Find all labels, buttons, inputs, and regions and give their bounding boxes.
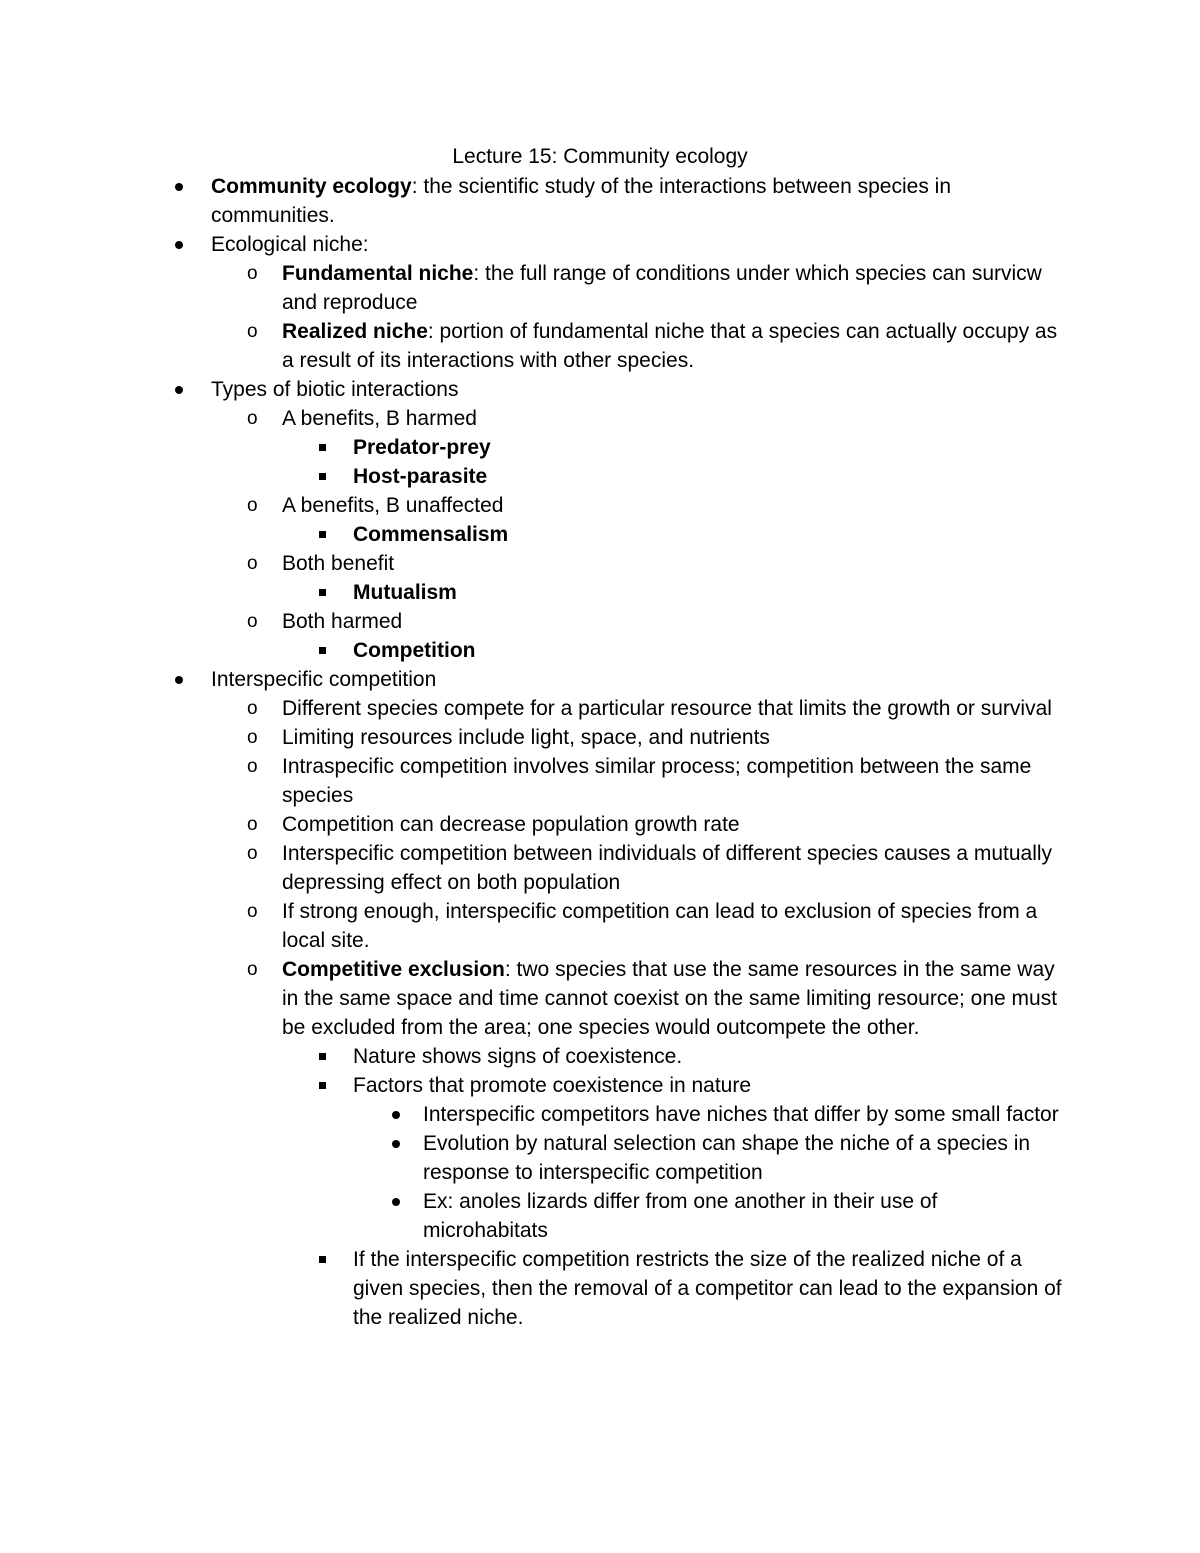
list-item [0,578,1200,607]
list-item [0,810,1200,839]
item-factors-coexistence: Factors that promote coexistence in nature [353,1074,752,1097]
definition-fundamental-niche: : the full range of conditions under which species can survicw and reproduce [282,262,1042,314]
item-niches-differ: Interspecific competitors have niches that differ by some small factor [423,1103,1059,1126]
list-item [0,897,1200,955]
list-item [0,607,1200,636]
item-predator-prey: Predator-prey [353,436,491,459]
list-item [0,1100,1200,1129]
list-item [0,955,1200,1042]
list-item [0,433,1200,462]
list-item [0,636,1200,665]
list-item [0,491,1200,520]
item-limiting-resources: Limiting resources include light, space, and nutrients [282,726,770,749]
page-title: Lecture 15: Community ecology [452,145,748,168]
list-item [0,1245,1200,1332]
bullet-circle-icon: o [247,901,258,922]
term-competitive-exclusion: Competitive exclusion [282,958,505,981]
bullet-square-icon [319,1042,326,1071]
bullet-square-icon [319,1245,326,1274]
list-item [0,520,1200,549]
item-realized-niche-expansion: If the interspecific competition restricts the size of the realized niche of a given species, then the removal of a competitor can lead to the expansion of the realized niche. [353,1248,1062,1329]
bullet-square-icon [319,1071,326,1100]
list-item [0,723,1200,752]
term-community-ecology: Community ecology [211,175,412,198]
bullet-circle-icon: o [247,611,258,632]
bullet-square-icon [319,462,326,491]
list-item [0,1129,1200,1187]
bullet-square-icon [319,520,326,549]
list-item [0,375,1200,404]
item-a-benefits-b-harmed: A benefits, B harmed [282,407,477,430]
item-both-harmed: Both harmed [282,610,403,633]
list-item [0,230,1200,259]
list-item [0,259,1200,317]
item-competition: Competition [353,639,476,662]
bullet-disc-icon [175,172,183,201]
list-item [0,752,1200,810]
bullet-square-icon [319,636,326,665]
bullet-disc-icon [392,1129,400,1158]
bullet-circle-icon: o [247,553,258,574]
item-different-species: Different species compete for a particular resource that limits the growth or survival [282,697,1052,720]
bullet-disc-icon [392,1187,400,1216]
bullet-disc-icon [175,230,183,259]
bullet-circle-icon: o [247,495,258,516]
list-item [0,665,1200,694]
item-ecological-niche: Ecological niche: [211,233,369,256]
list-item [0,1042,1200,1071]
definition-community-ecology: : the scientific study of the interactions between species in communities. [211,175,951,227]
list-item [0,462,1200,491]
term-fundamental-niche: Fundamental niche [282,262,474,285]
list-item [0,172,1200,230]
bullet-square-icon [319,433,326,462]
bullet-circle-icon: o [247,756,258,777]
item-biotic-interactions: Types of biotic interactions [211,378,459,401]
list-item [0,1187,1200,1245]
bullet-circle-icon: o [247,698,258,719]
list-item [0,317,1200,375]
bullet-disc-icon [392,1100,400,1129]
item-interspecific-competition: Interspecific competition [211,668,437,691]
item-growth-rate: Competition can decrease population growth rate [282,813,740,836]
bullet-circle-icon: o [247,321,258,342]
bullet-disc-icon [175,665,183,694]
bullet-circle-icon: o [247,263,258,284]
bullet-circle-icon: o [247,814,258,835]
list-item [0,839,1200,897]
item-natural-selection: Evolution by natural selection can shape the niche of a species in response to interspecific competition [423,1132,1031,1184]
item-a-benefits-b-unaffected: A benefits, B unaffected [282,494,504,517]
list-item [0,1071,1200,1100]
bullet-circle-icon: o [247,727,258,748]
bullet-circle-icon: o [247,959,258,980]
item-intraspecific: Intraspecific competition involves similar process; competition between the same species [282,755,1032,807]
item-coexistence: Nature shows signs of coexistence. [353,1045,683,1068]
definition-competitive-exclusion: : two species that use the same resources in the same way in the same space and time cannot coexist on the same limiting resource; one must be excluded from the area; one species would outcompete the other. [282,958,1058,1039]
item-anoles-example: Ex: anoles lizards differ from one another in their use of microhabitats [423,1190,938,1242]
bullet-circle-icon: o [247,408,258,429]
list-item [0,694,1200,723]
bullet-disc-icon [175,375,183,404]
outline-list [0,172,1200,1332]
bullet-square-icon [319,578,326,607]
item-mutualism: Mutualism [353,581,457,604]
item-exclusion: If strong enough, interspecific competition can lead to exclusion of species from a local site. [282,900,1038,952]
list-item [0,404,1200,433]
bullet-circle-icon: o [247,843,258,864]
item-both-benefit: Both benefit [282,552,395,575]
item-mutually-depressing: Interspecific competition between individuals of different species causes a mutually depressing effect on both population [282,842,1053,894]
item-host-parasite: Host-parasite [353,465,488,488]
definition-realized-niche: : portion of fundamental niche that a species can actually occupy as a result of its interactions with other species. [282,320,1058,372]
item-commensalism: Commensalism [353,523,509,546]
term-realized-niche: Realized niche [282,320,428,343]
list-item [0,549,1200,578]
